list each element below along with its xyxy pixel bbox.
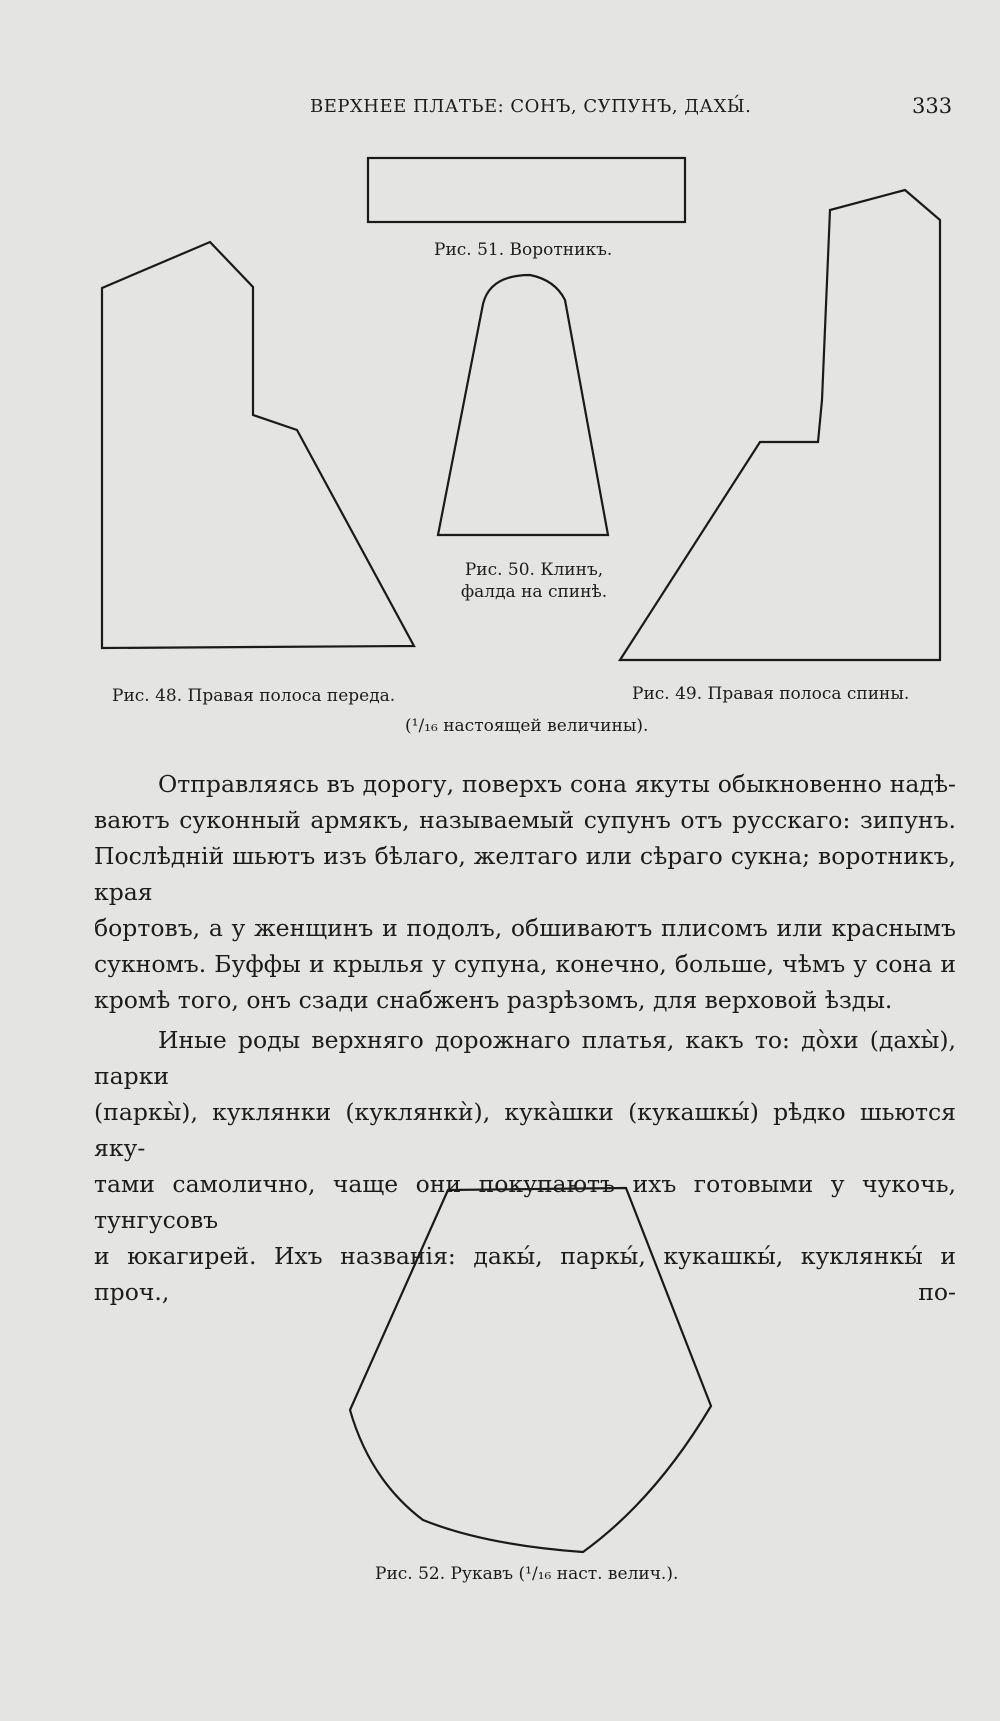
scale-note: (¹/₁₆ настоящей величины). [405,716,649,736]
text-line: ваютъ суконный армякъ, называемый супунъ отъ русскаго: зипунъ. [94,806,956,834]
text-line: и юкагирей. Ихъ названія: дакы́, паркы́, кукашкы́, куклянкы́ и проч., по- [94,1242,956,1306]
caption-fig52: Рис. 52. Рукавъ (¹/₁₆ наст. велич.). [375,1564,679,1584]
running-header: ВЕРХНЕЕ ПЛАТЬЕ: СОНЪ, СУПУНЪ, ДАХЫ́. [310,96,752,117]
caption-fig50-line2: фалда на спинѣ. [460,582,608,602]
caption-fig51: Рис. 51. Воротникъ. [434,240,613,260]
text-line: (паркы̀), куклянки (куклянкѝ), кукàшки (кукашкы́) рѣдко шьются яку- [94,1098,956,1162]
text-line: бортовъ, а у женщинъ и подолъ, обшиваютъ плисомъ или краснымъ [94,914,956,942]
body-text [94,766,956,1310]
text-line: кромѣ того, онъ сзади снабженъ разрѣзомъ, для верховой ѣзды. [94,986,893,1014]
gusset-pattern-shape [438,275,608,535]
text-line: тами самолично, чаще они покупаютъ ихъ готовыми у чукочь, тунгусовъ [94,1170,956,1234]
text-line: Послѣдній шьютъ изъ бѣлаго, желтаго или сѣраго сукна; воротникъ, края [94,842,956,906]
caption-fig49: Рис. 49. Правая полоса спины. [632,684,910,704]
text-line: сукномъ. Буффы и крылья у супуна, конечно, больше, чѣмъ у сона и [94,950,956,978]
paragraph-1 [94,766,956,1018]
front-panel-pattern-shape [102,242,414,648]
text-line: Отправляясь въ дорогу, поверхъ сона якуты обыкновенно надѣ- [158,770,956,798]
text-line: Иные роды верхняго дорожнаго платья, какъ то: дòхи (дахы̀), парки [94,1026,956,1090]
page-number: 333 [912,94,953,118]
collar-pattern-shape [368,158,685,222]
caption-fig50-line1: Рис. 50. Клинъ, [464,560,604,580]
paragraph-2 [94,1022,956,1310]
caption-fig48: Рис. 48. Правая полоса переда. [112,686,396,706]
back-panel-pattern-shape [620,190,940,660]
